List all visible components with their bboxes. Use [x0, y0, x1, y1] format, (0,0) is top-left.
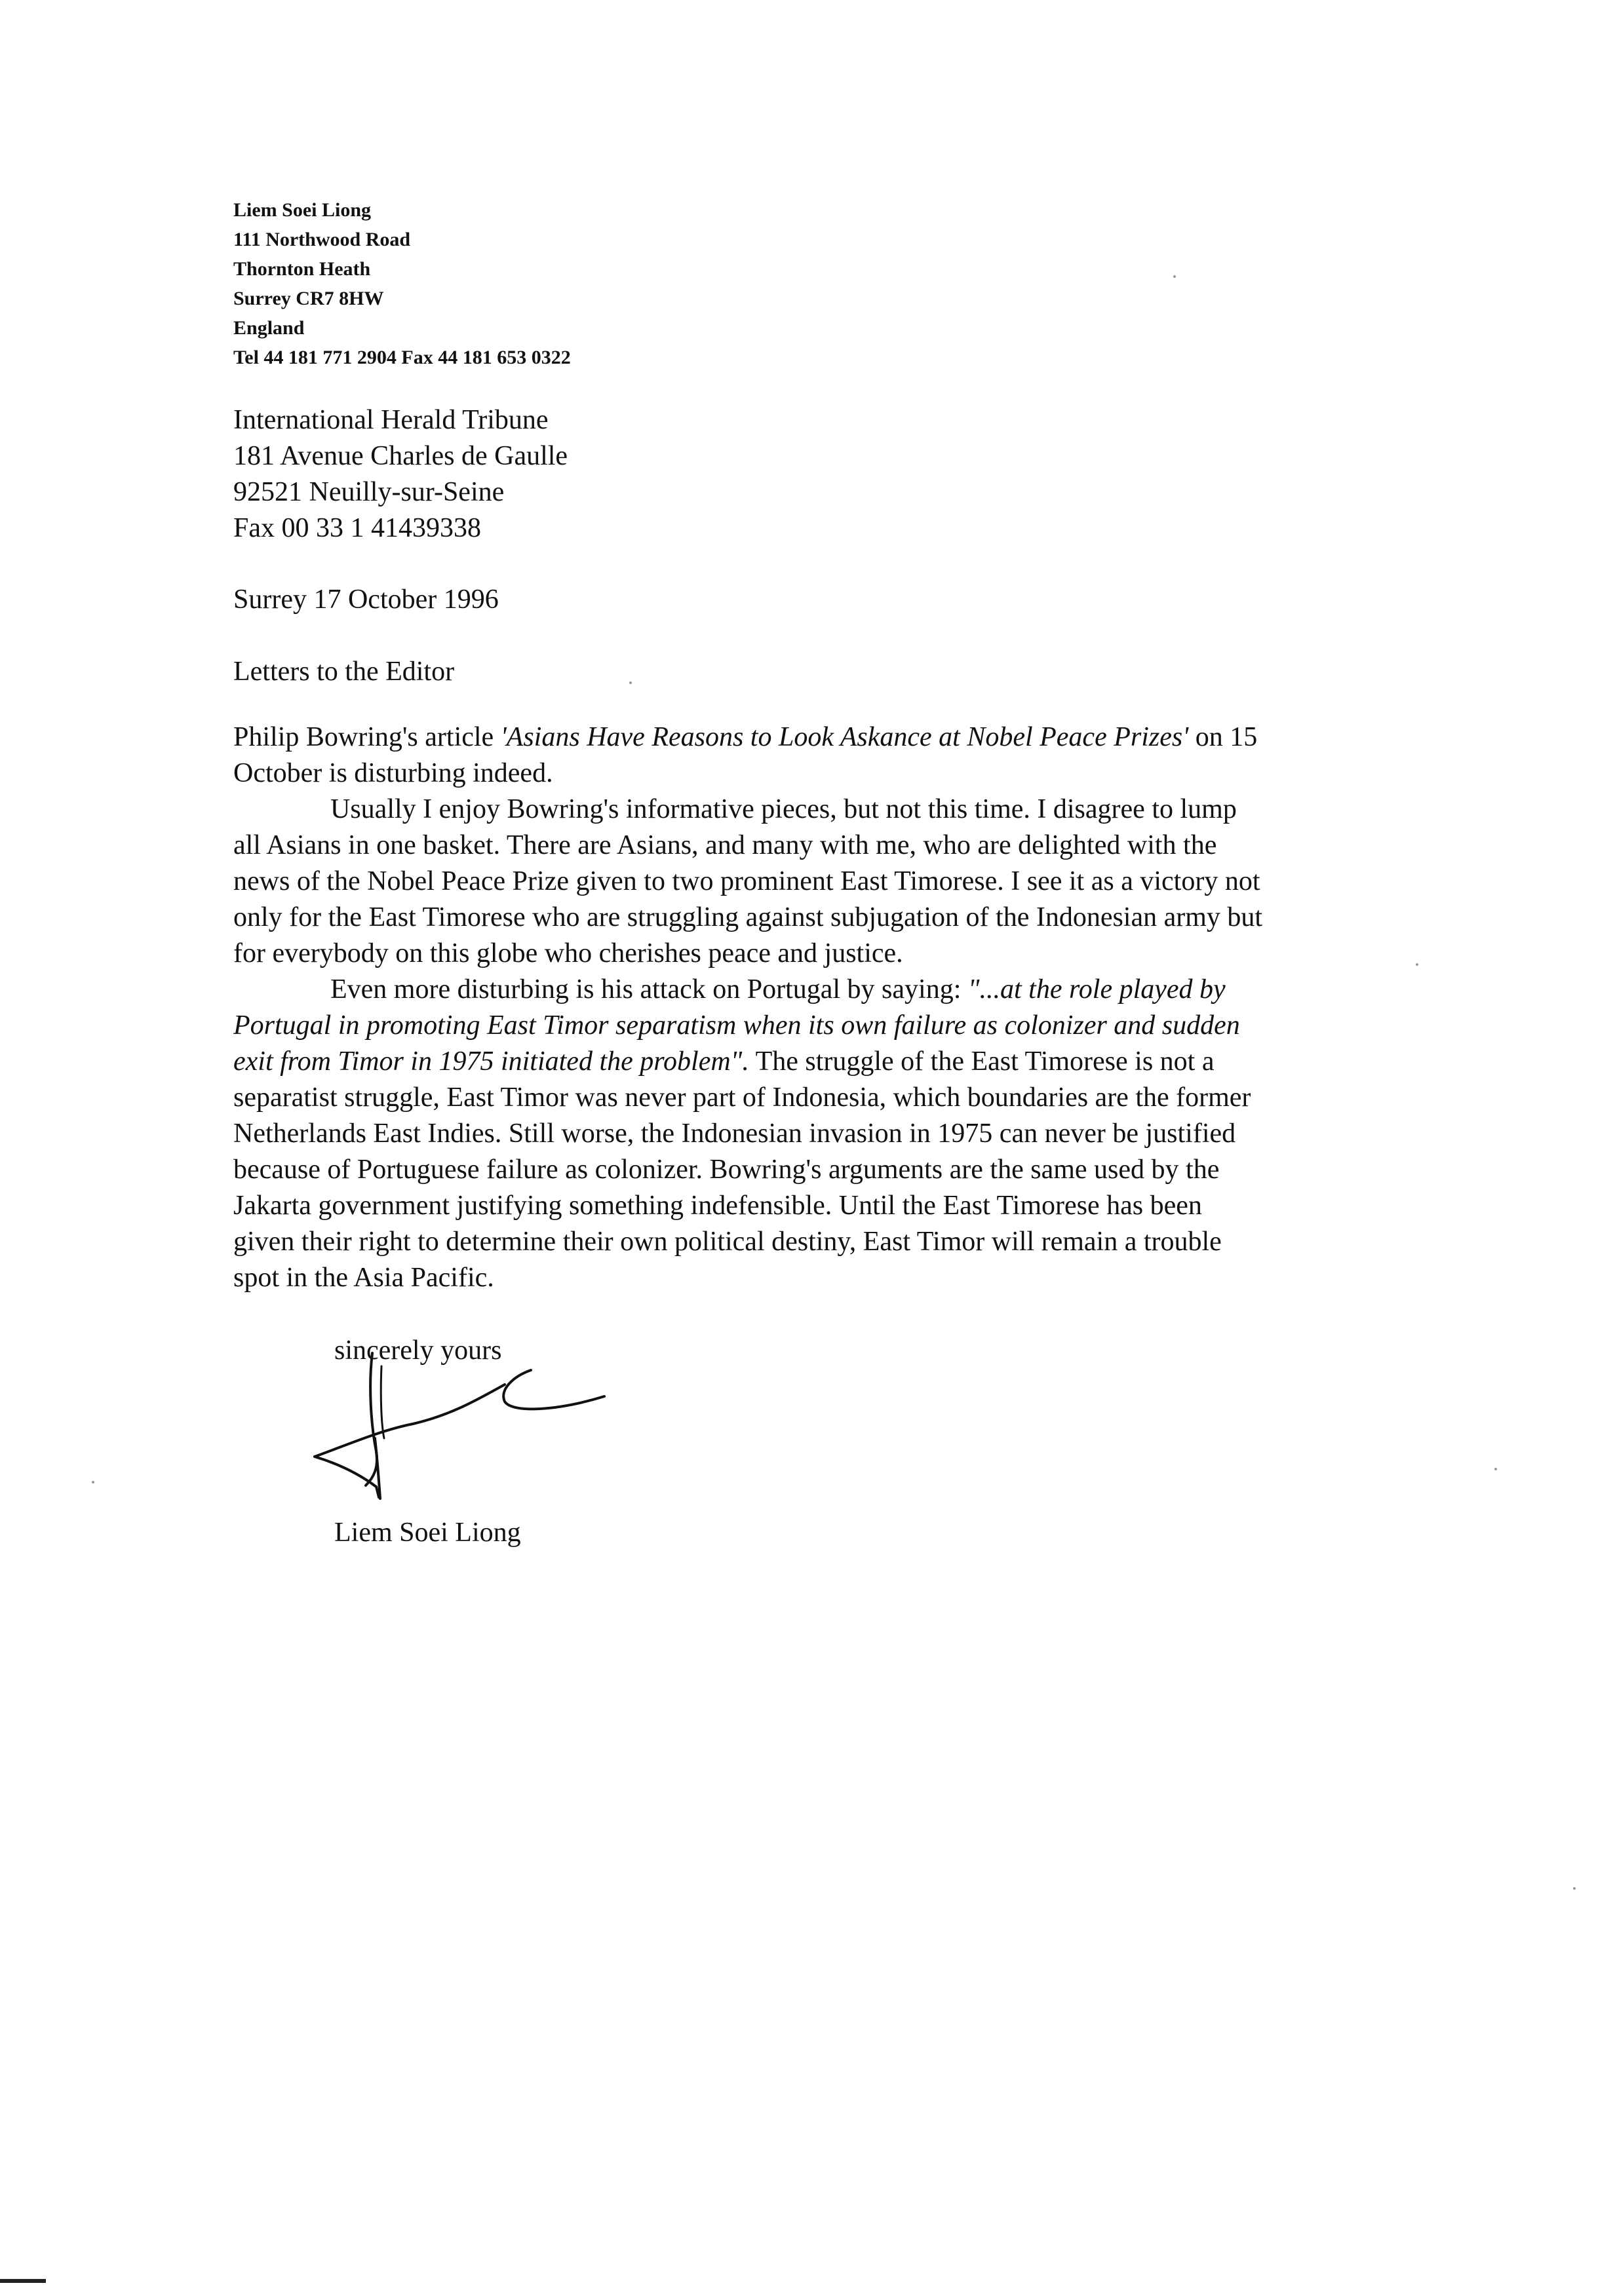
paragraph-3-line-1 [233, 972, 1387, 1008]
paragraph-2-line-2: all Asians in one basket. There are Asians, and many with me, who are delighted with the [233, 830, 1217, 860]
quote-part-1: "...at the role played by [967, 974, 1226, 1004]
paragraph-3-line-5: Netherlands East Indies. Still worse, the Indonesian invasion in 1975 can never be justified [233, 1119, 1236, 1149]
signer-name: Liem Soei Liong [334, 1518, 521, 1548]
recipient-fax: Fax 00 33 1 41439338 [233, 513, 481, 543]
paragraph-2-line-4: only for the East Timorese who are struggling against subjugation of the Indonesian army but [233, 902, 1263, 932]
sender-district: Thornton Heath [233, 258, 371, 280]
quote-part-2: Portugal in promoting East Timor separatism when its own failure as colonizer and sudden [233, 1010, 1240, 1041]
letter-subject: Letters to the Editor [233, 657, 455, 687]
paragraph-1 [233, 719, 1387, 792]
paragraph-3-line-4: separatist struggle, East Timor was never part of Indonesia, which boundaries are the former [233, 1082, 1251, 1113]
scan-speck [1416, 963, 1418, 966]
recipient-city: 92521 Neuilly-sur-Seine [233, 477, 505, 507]
recipient-organization: International Herald Tribune [233, 405, 549, 435]
scan-speck [92, 1481, 94, 1483]
scan-edge-mark [0, 2279, 46, 2283]
paragraph-1-intro: Philip Bowring's article [233, 722, 501, 752]
scan-speck [1494, 1468, 1497, 1470]
paragraph-2-line-5: for everybody on this globe who cherishes peace and justice. [233, 938, 903, 968]
paragraph-2 [233, 792, 1387, 972]
sender-address-block [233, 195, 954, 372]
paragraph-3-line-7: Jakarta government justifying something indefensible. Until the East Timorese has been [233, 1191, 1202, 1221]
article-title: 'Asians Have Reasons to Look Askance at Nobel Peace Prizes' [500, 722, 1189, 752]
paragraph-2-line-3: news of the Nobel Peace Prize given to two prominent East Timorese. I see it as a victory not [233, 866, 1260, 896]
sender-country: England [233, 317, 305, 339]
sender-street: 111 Northwood Road [233, 229, 411, 250]
paragraph-2-line-1: Usually I enjoy Bowring's informative pieces, but not this time. I disagree to lump [330, 794, 1237, 824]
paragraph-1-line-1 [233, 719, 1387, 756]
paragraph-3-line-3 [233, 1044, 1387, 1080]
sender-name: Liem Soei Liong [233, 199, 372, 221]
recipient-address-block [233, 402, 954, 546]
paragraph-1-line-2: October is disturbing indeed. [233, 758, 553, 788]
recipient-street: 181 Avenue Charles de Gaulle [233, 441, 568, 471]
paragraph-1-date: on 15 [1188, 722, 1258, 752]
handwritten-signature [308, 1347, 623, 1523]
paragraph-3 [233, 972, 1387, 1296]
closing-salutation: sincerely yours [334, 1335, 502, 1366]
paragraph-3-line-9: spot in the Asia Pacific. [233, 1263, 494, 1293]
scan-speck [1573, 1887, 1576, 1890]
paragraph-3-intro: Even more disturbing is his attack on Portugal by saying: [330, 974, 968, 1004]
scan-speck [629, 681, 632, 684]
sender-contact: Tel 44 181 771 2904 Fax 44 181 653 0322 [233, 347, 571, 368]
letter-date: Surrey 17 October 1996 [233, 584, 499, 615]
letter-body [233, 719, 1387, 1296]
scan-speck [1173, 275, 1176, 278]
quote-part-3: exit from Timor in 1975 initiated the problem". [233, 1046, 749, 1077]
sender-county-postcode: Surrey CR7 8HW [233, 288, 384, 309]
paragraph-3-line-3-rest: The struggle of the East Timorese is not a [749, 1046, 1215, 1077]
paragraph-3-line-8: given their right to determine their own political destiny, East Timor will remain a trouble [233, 1227, 1222, 1257]
paragraph-3-line-6: because of Portuguese failure as colonizer. Bowring's arguments are the same used by the [233, 1155, 1220, 1185]
